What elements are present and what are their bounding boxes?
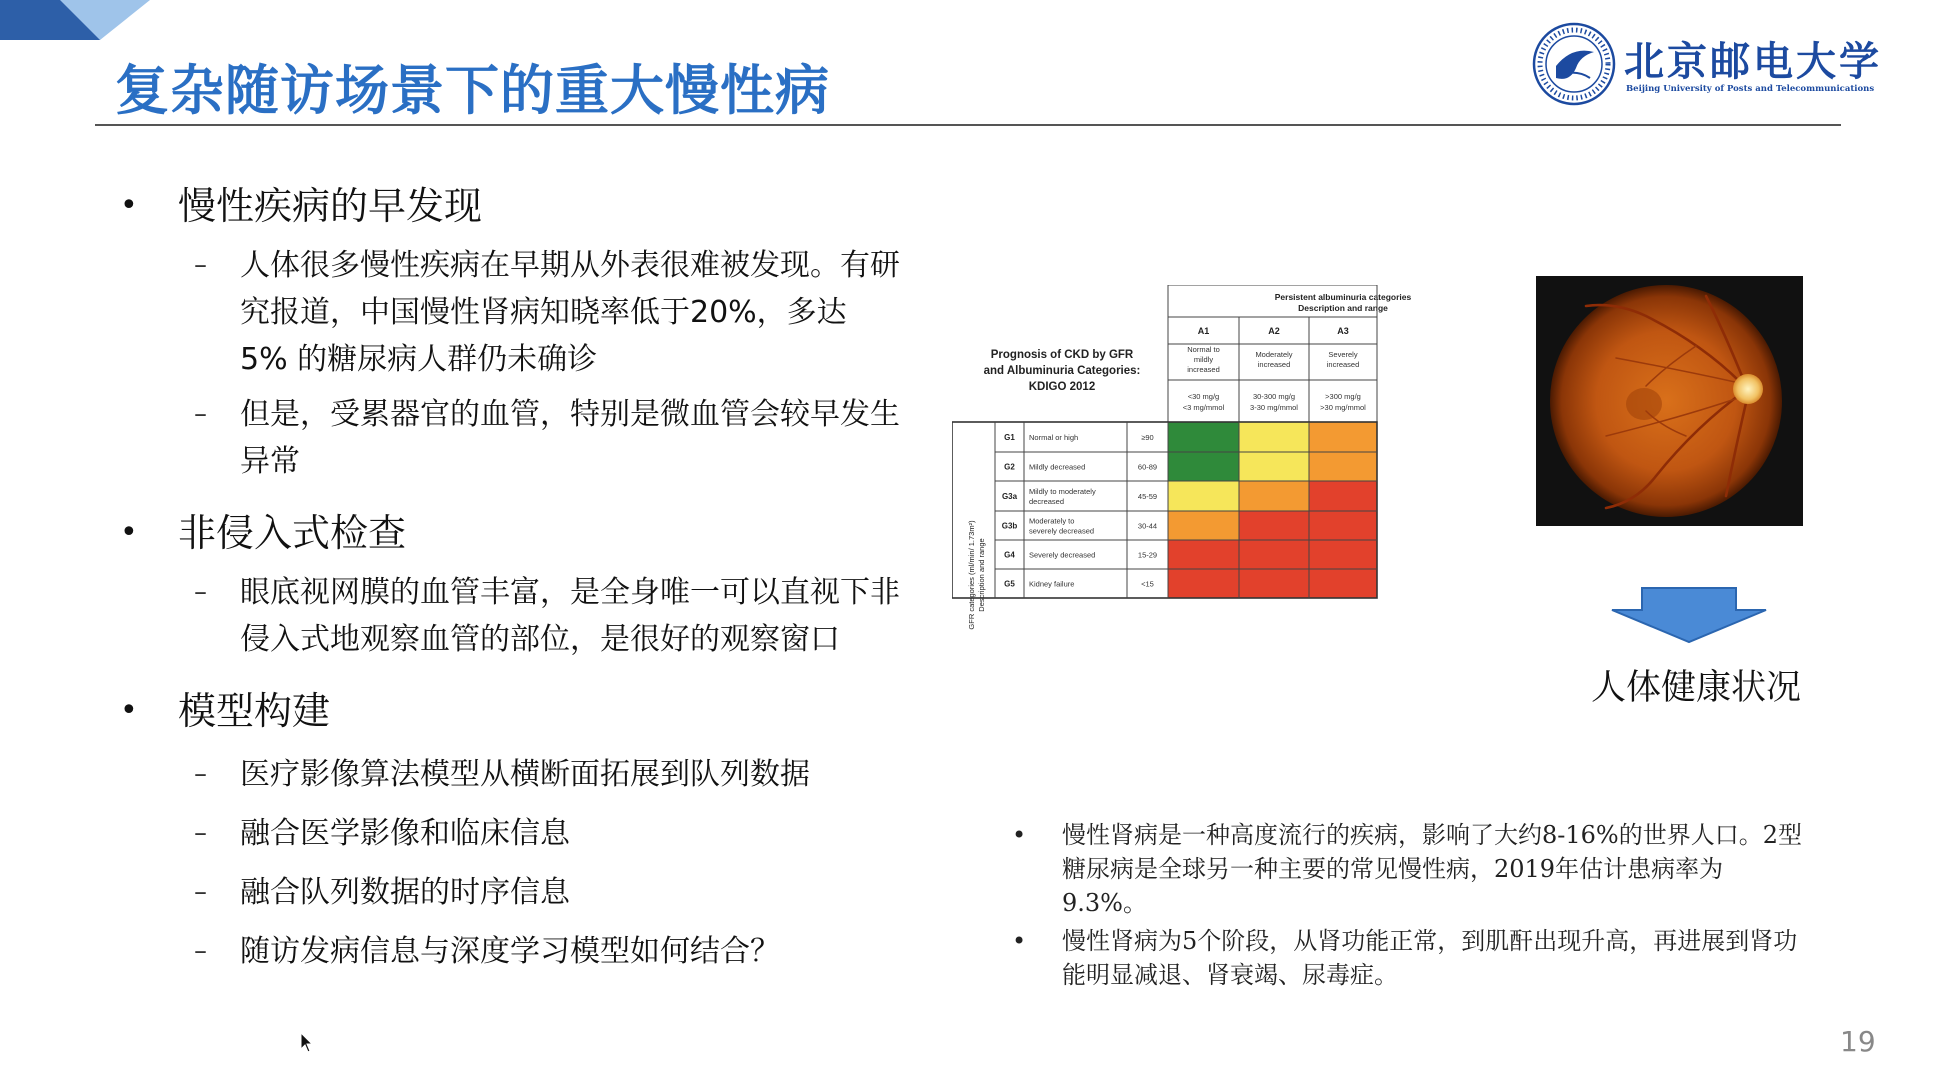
- risk-cell-orange: [1309, 452, 1377, 481]
- albuminuria-header: Persistent albuminuria categories: [1274, 292, 1412, 302]
- university-name-cn: 北京邮电大学: [1624, 38, 1882, 85]
- risk-cell-red: [1239, 540, 1309, 569]
- column-range: >300 mg/g: [1325, 392, 1361, 401]
- column-description: Severely: [1328, 350, 1358, 359]
- risk-cell-red: [1168, 540, 1239, 569]
- row-code: G4: [1004, 550, 1015, 560]
- retina-fundus-image: [1536, 276, 1803, 526]
- gfr-row-g3b: [1002, 511, 1377, 540]
- gfr-row-g5: [1004, 569, 1377, 598]
- section-heading: 慢性疾病的早发现: [178, 184, 483, 228]
- gfr-side-label: [967, 520, 986, 630]
- mouse-cursor-icon: [300, 1032, 314, 1054]
- svg-text:Description and range: Description and range: [977, 538, 986, 612]
- row-description: Kidney failure: [1029, 579, 1075, 589]
- kdigo-title: [984, 349, 1141, 393]
- gfr-row-g3a: [1002, 481, 1377, 511]
- risk-cell-red: [1309, 569, 1377, 598]
- albuminuria-column-a1: [1183, 326, 1225, 412]
- column-range: 30-300 mg/g: [1252, 392, 1296, 401]
- column-description: Moderately: [1255, 350, 1293, 359]
- row-description: severely decreased: [1029, 526, 1095, 536]
- health-status-label: 人体健康状况: [1590, 668, 1801, 708]
- slide-title: 复杂随访场景下的重大慢性病: [115, 59, 830, 122]
- risk-cell-yellow: [1239, 422, 1309, 452]
- notes-list: [1012, 818, 1802, 996]
- row-range: 30-44: [1137, 521, 1158, 531]
- main-bullets: [120, 178, 920, 981]
- section-noninvasive-exam: • 非侵入式检查 – 眼底视网膜的血管丰富，是全身唯一可以直视下非侵入式地观察血管的部位，是很好的观察窗口: [120, 505, 920, 663]
- column-description: Normal to: [1187, 345, 1220, 354]
- section-model-building: • 模型构建 – 医疗影像算法模型从横断面拓展到队列数据 – 融合医学影像和临床信息 – 融合队列数据的时序信息 – 随访发病信息与深度学习模型如何结合？: [120, 683, 920, 975]
- row-range: <15: [1141, 579, 1154, 589]
- university-name-en: Beijing University of Posts and Telecommunications: [1626, 84, 1875, 94]
- risk-cell-red: [1309, 540, 1377, 569]
- section-early-detection: • 慢性疾病的早发现 – 人体很多慢性疾病在早期从外表很难被发现。有研究报道，中国慢性肾病知晓率低于20%，多达 5% 的糖尿病人群仍未确诊 – 但是，受累器官的血管，特别是微血管会较早发生异常: [120, 178, 920, 485]
- list-item: – 眼底视网膜的血管丰富，是全身唯一可以直视下非侵入式地观察血管的部位，是很好的观察窗口: [194, 575, 900, 657]
- risk-cell-red: [1168, 569, 1239, 598]
- gfr-row-g2: [1004, 452, 1377, 481]
- row-code: G3a: [1001, 492, 1018, 501]
- risk-cell-orange: [1309, 422, 1377, 452]
- risk-cell-red: [1239, 511, 1309, 540]
- gfr-rows: [1002, 422, 1377, 598]
- row-code: G1: [1004, 433, 1015, 442]
- corner-decoration: [0, 0, 160, 48]
- kdigo-title-line: KDIGO 2012: [1028, 381, 1096, 393]
- column-code: A3: [1337, 326, 1349, 336]
- column-range: >30 mg/mmol: [1320, 403, 1366, 412]
- list-item: • 慢性肾病为5个阶段，从肾功能正常，到肌酐出现升高，再进展到肾功能明显减退、肾衰竭、尿毒症。: [1012, 927, 1798, 989]
- list-item: – 随访发病信息与深度学习模型如何结合？: [194, 934, 780, 969]
- column-code: A2: [1268, 326, 1280, 336]
- kdigo-title-line: Prognosis of CKD by GFR: [990, 349, 1134, 361]
- list-item: – 融合医学影像和临床信息: [194, 816, 570, 851]
- row-description: Moderately to: [1029, 516, 1075, 526]
- gfr-row-g1: [1004, 422, 1377, 452]
- column-description: increased: [1326, 360, 1360, 369]
- albuminuria-column-a2: [1250, 326, 1298, 412]
- column-description: increased: [1187, 365, 1220, 374]
- column-range: 3-30 mg/mmol: [1250, 403, 1298, 412]
- row-code: G2: [1004, 462, 1015, 472]
- risk-cell-red: [1239, 569, 1309, 598]
- list-item: – 融合队列数据的时序信息: [194, 875, 570, 910]
- column-range: <30 mg/g: [1187, 392, 1220, 401]
- albuminuria-header-sub: Description and range: [1298, 303, 1388, 313]
- row-description: decreased: [1029, 497, 1065, 506]
- list-item: • 慢性肾病是一种高度流行的疾病，影响了大约8-16%的世界人口。2型糖尿病是全球另一种主要的常见慢性病，2019年估计患病率为9.3%。: [1012, 821, 1802, 917]
- list-item: – 医疗影像算法模型从横断面拓展到队列数据: [194, 757, 810, 792]
- row-range: 45-59: [1137, 492, 1158, 501]
- page-number: 19: [1840, 1025, 1876, 1058]
- section-heading: 模型构建: [178, 689, 331, 733]
- column-range: <3 mg/mmol: [1182, 403, 1225, 412]
- risk-cell-green: [1168, 422, 1239, 452]
- svg-text:GFR categories (ml/min/ 1.73m²: GFR categories (ml/min/ 1.73m²): [967, 520, 976, 630]
- risk-cell-red: [1309, 481, 1377, 511]
- risk-cell-green: [1168, 452, 1239, 481]
- risk-cell-yellow: [1168, 481, 1239, 511]
- gfr-row-g4: [1004, 540, 1377, 569]
- row-description: Mildly decreased: [1029, 462, 1086, 472]
- column-description: increased: [1257, 360, 1291, 369]
- fundus-photo: [1536, 276, 1803, 526]
- row-description: Normal or high: [1029, 433, 1079, 442]
- list-item: – 但是，受累器官的血管，特别是微血管会较早发生异常: [194, 397, 900, 479]
- row-description: Severely decreased: [1029, 550, 1096, 560]
- row-range: 15-29: [1137, 550, 1158, 560]
- list-item: – 人体很多慢性疾病在早期从外表很难被发现。有研究报道，中国慢性肾病知晓率低于20%，多达 5% 的糖尿病人群仍未确诊: [194, 248, 900, 377]
- kdigo-heatmap-table: [952, 285, 1488, 680]
- kdigo-title-line: and Albuminuria Categories:: [983, 365, 1141, 377]
- albuminuria-column-a3: [1320, 326, 1366, 412]
- university-logo: [1528, 20, 1882, 106]
- arrow-down-icon: [1610, 586, 1768, 644]
- row-range: ≥90: [1141, 433, 1154, 442]
- albuminuria-columns: [1183, 326, 1366, 412]
- risk-cell-red: [1309, 511, 1377, 540]
- risk-cell-yellow: [1239, 452, 1309, 481]
- row-range: 60-89: [1137, 462, 1158, 472]
- title-divider: [95, 124, 1841, 126]
- section-heading: 非侵入式检查: [178, 511, 407, 555]
- risk-cell-orange: [1168, 511, 1239, 540]
- column-description: mildly: [1193, 355, 1214, 364]
- bupt-seal-icon: [1532, 22, 1616, 106]
- column-code: A1: [1197, 326, 1210, 336]
- row-code: G3b: [1001, 521, 1018, 531]
- row-description: Mildly to moderately: [1029, 487, 1096, 496]
- risk-cell-orange: [1239, 481, 1309, 511]
- row-code: G5: [1004, 579, 1015, 589]
